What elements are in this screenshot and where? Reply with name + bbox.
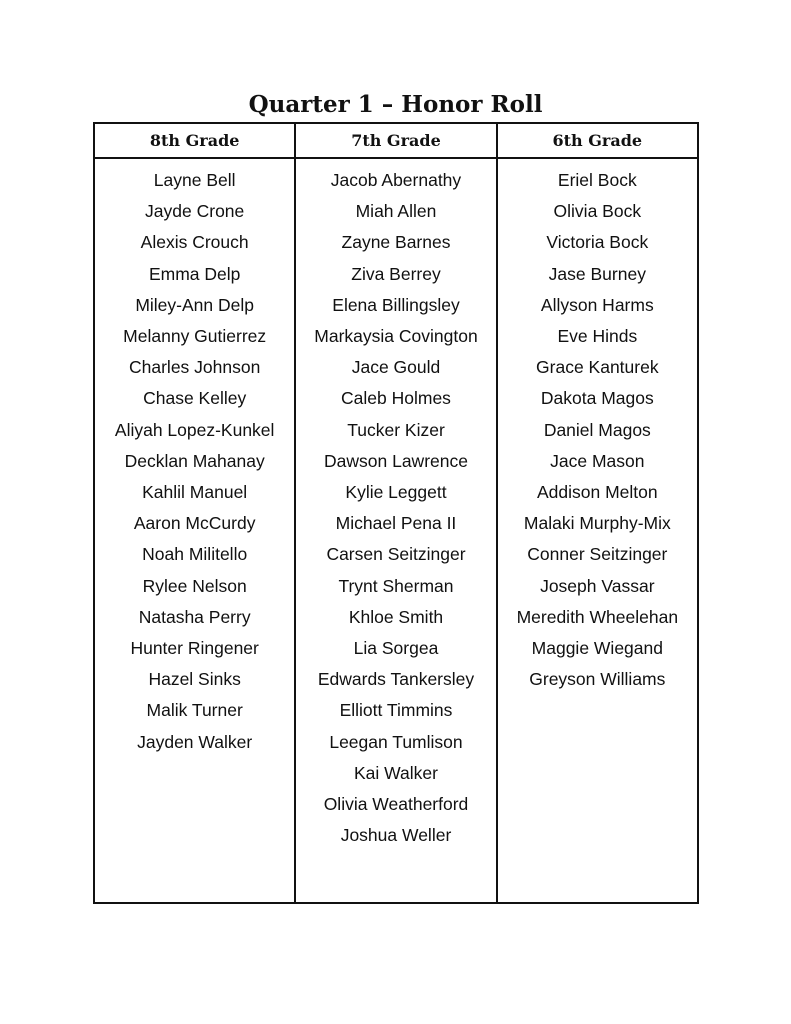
student-name: Olivia Weatherford (323, 794, 469, 815)
student-name: Allyson Harms (540, 294, 654, 315)
student-name: Leegan Tumlison (329, 731, 463, 752)
student-name: Ziva Berrey (351, 263, 441, 284)
student-name: Charles Johnson (129, 357, 261, 378)
student-name: Natasha Perry (138, 606, 251, 627)
student-name: Hunter Ringener (130, 638, 259, 659)
page-title: Quarter 1 – Honor Roll (248, 91, 543, 118)
student-name: Daniel Magos (543, 419, 651, 440)
name-list-8th-grade (95, 159, 294, 758)
student-name: Malaki Murphy-Mix (523, 513, 671, 534)
student-name: Elena Billingsley (332, 294, 460, 315)
name-list-6th-grade (498, 159, 697, 695)
student-name: Meredith Wheelehan (516, 606, 679, 627)
student-name: Jayden Walker (137, 731, 253, 752)
honor-roll-table (93, 122, 699, 904)
student-name: Miah Allen (355, 201, 437, 222)
column-header-7th-grade: 7th Grade (296, 124, 495, 159)
student-name: Kahlil Manuel (142, 482, 248, 503)
student-name: Kai Walker (354, 762, 438, 783)
student-name: Tucker Kizer (347, 419, 445, 440)
student-name: Chase Kelley (143, 388, 247, 409)
student-name: Maggie Wiegand (531, 638, 663, 659)
student-name: Noah Militello (142, 544, 248, 565)
name-list-7th-grade (296, 159, 495, 851)
student-name: Layne Bell (153, 170, 236, 190)
grade-column-8th (95, 124, 296, 902)
student-name: Khloe Smith (348, 606, 444, 627)
column-header-6th-grade: 6th Grade (498, 124, 697, 159)
student-name: Lia Sorgea (353, 638, 439, 659)
student-name: Joshua Weller (340, 825, 452, 846)
student-name: Conner Seitzinger (527, 544, 668, 565)
student-name: Dawson Lawrence (324, 450, 468, 471)
student-name: Melanny Gutierrez (123, 326, 267, 347)
student-name: Edwards Tankersley (317, 669, 475, 690)
student-name: Markaysia Covington (314, 326, 478, 347)
student-name: Eve Hinds (557, 326, 638, 347)
student-name: Kylie Leggett (345, 482, 447, 503)
student-name: Miley-Ann Delp (135, 294, 254, 315)
student-name: Caleb Holmes (341, 388, 451, 409)
student-name: Emma Delp (148, 263, 241, 284)
student-name: Victoria Bock (546, 232, 649, 253)
student-name: Zayne Barnes (341, 232, 451, 253)
student-name: Michael Pena II (335, 513, 457, 534)
student-name: Elliott Timmins (339, 700, 453, 721)
student-name: Aliyah Lopez-Kunkel (114, 419, 275, 440)
student-name: Addison Melton (537, 482, 658, 503)
student-name: Joseph Vassar (540, 575, 655, 596)
student-name: Jayde Crone (145, 201, 245, 222)
student-name: Carsen Seitzinger (326, 544, 466, 565)
student-name: Eriel Bock (557, 170, 637, 190)
student-name: Grace Kanturek (536, 357, 659, 378)
student-name: Olivia Bock (553, 201, 642, 222)
student-name: Greyson Williams (529, 669, 666, 690)
grade-column-6th (498, 124, 697, 902)
student-name: Jace Gould (351, 357, 441, 378)
student-name: Decklan Mahanay (124, 450, 265, 471)
grade-column-7th (296, 124, 497, 902)
student-name: Malik Turner (146, 700, 243, 721)
student-name: Trynt Sherman (338, 575, 454, 596)
student-name: Rylee Nelson (142, 575, 247, 596)
student-name: Alexis Crouch (140, 232, 249, 253)
student-name: Jase Burney (548, 263, 646, 284)
student-name: Jace Mason (550, 450, 645, 471)
student-name: Jacob Abernathy (330, 170, 462, 190)
column-header-8th-grade: 8th Grade (95, 124, 294, 159)
student-name: Dakota Magos (540, 388, 654, 409)
student-name: Aaron McCurdy (133, 513, 256, 534)
student-name: Hazel Sinks (148, 669, 241, 690)
